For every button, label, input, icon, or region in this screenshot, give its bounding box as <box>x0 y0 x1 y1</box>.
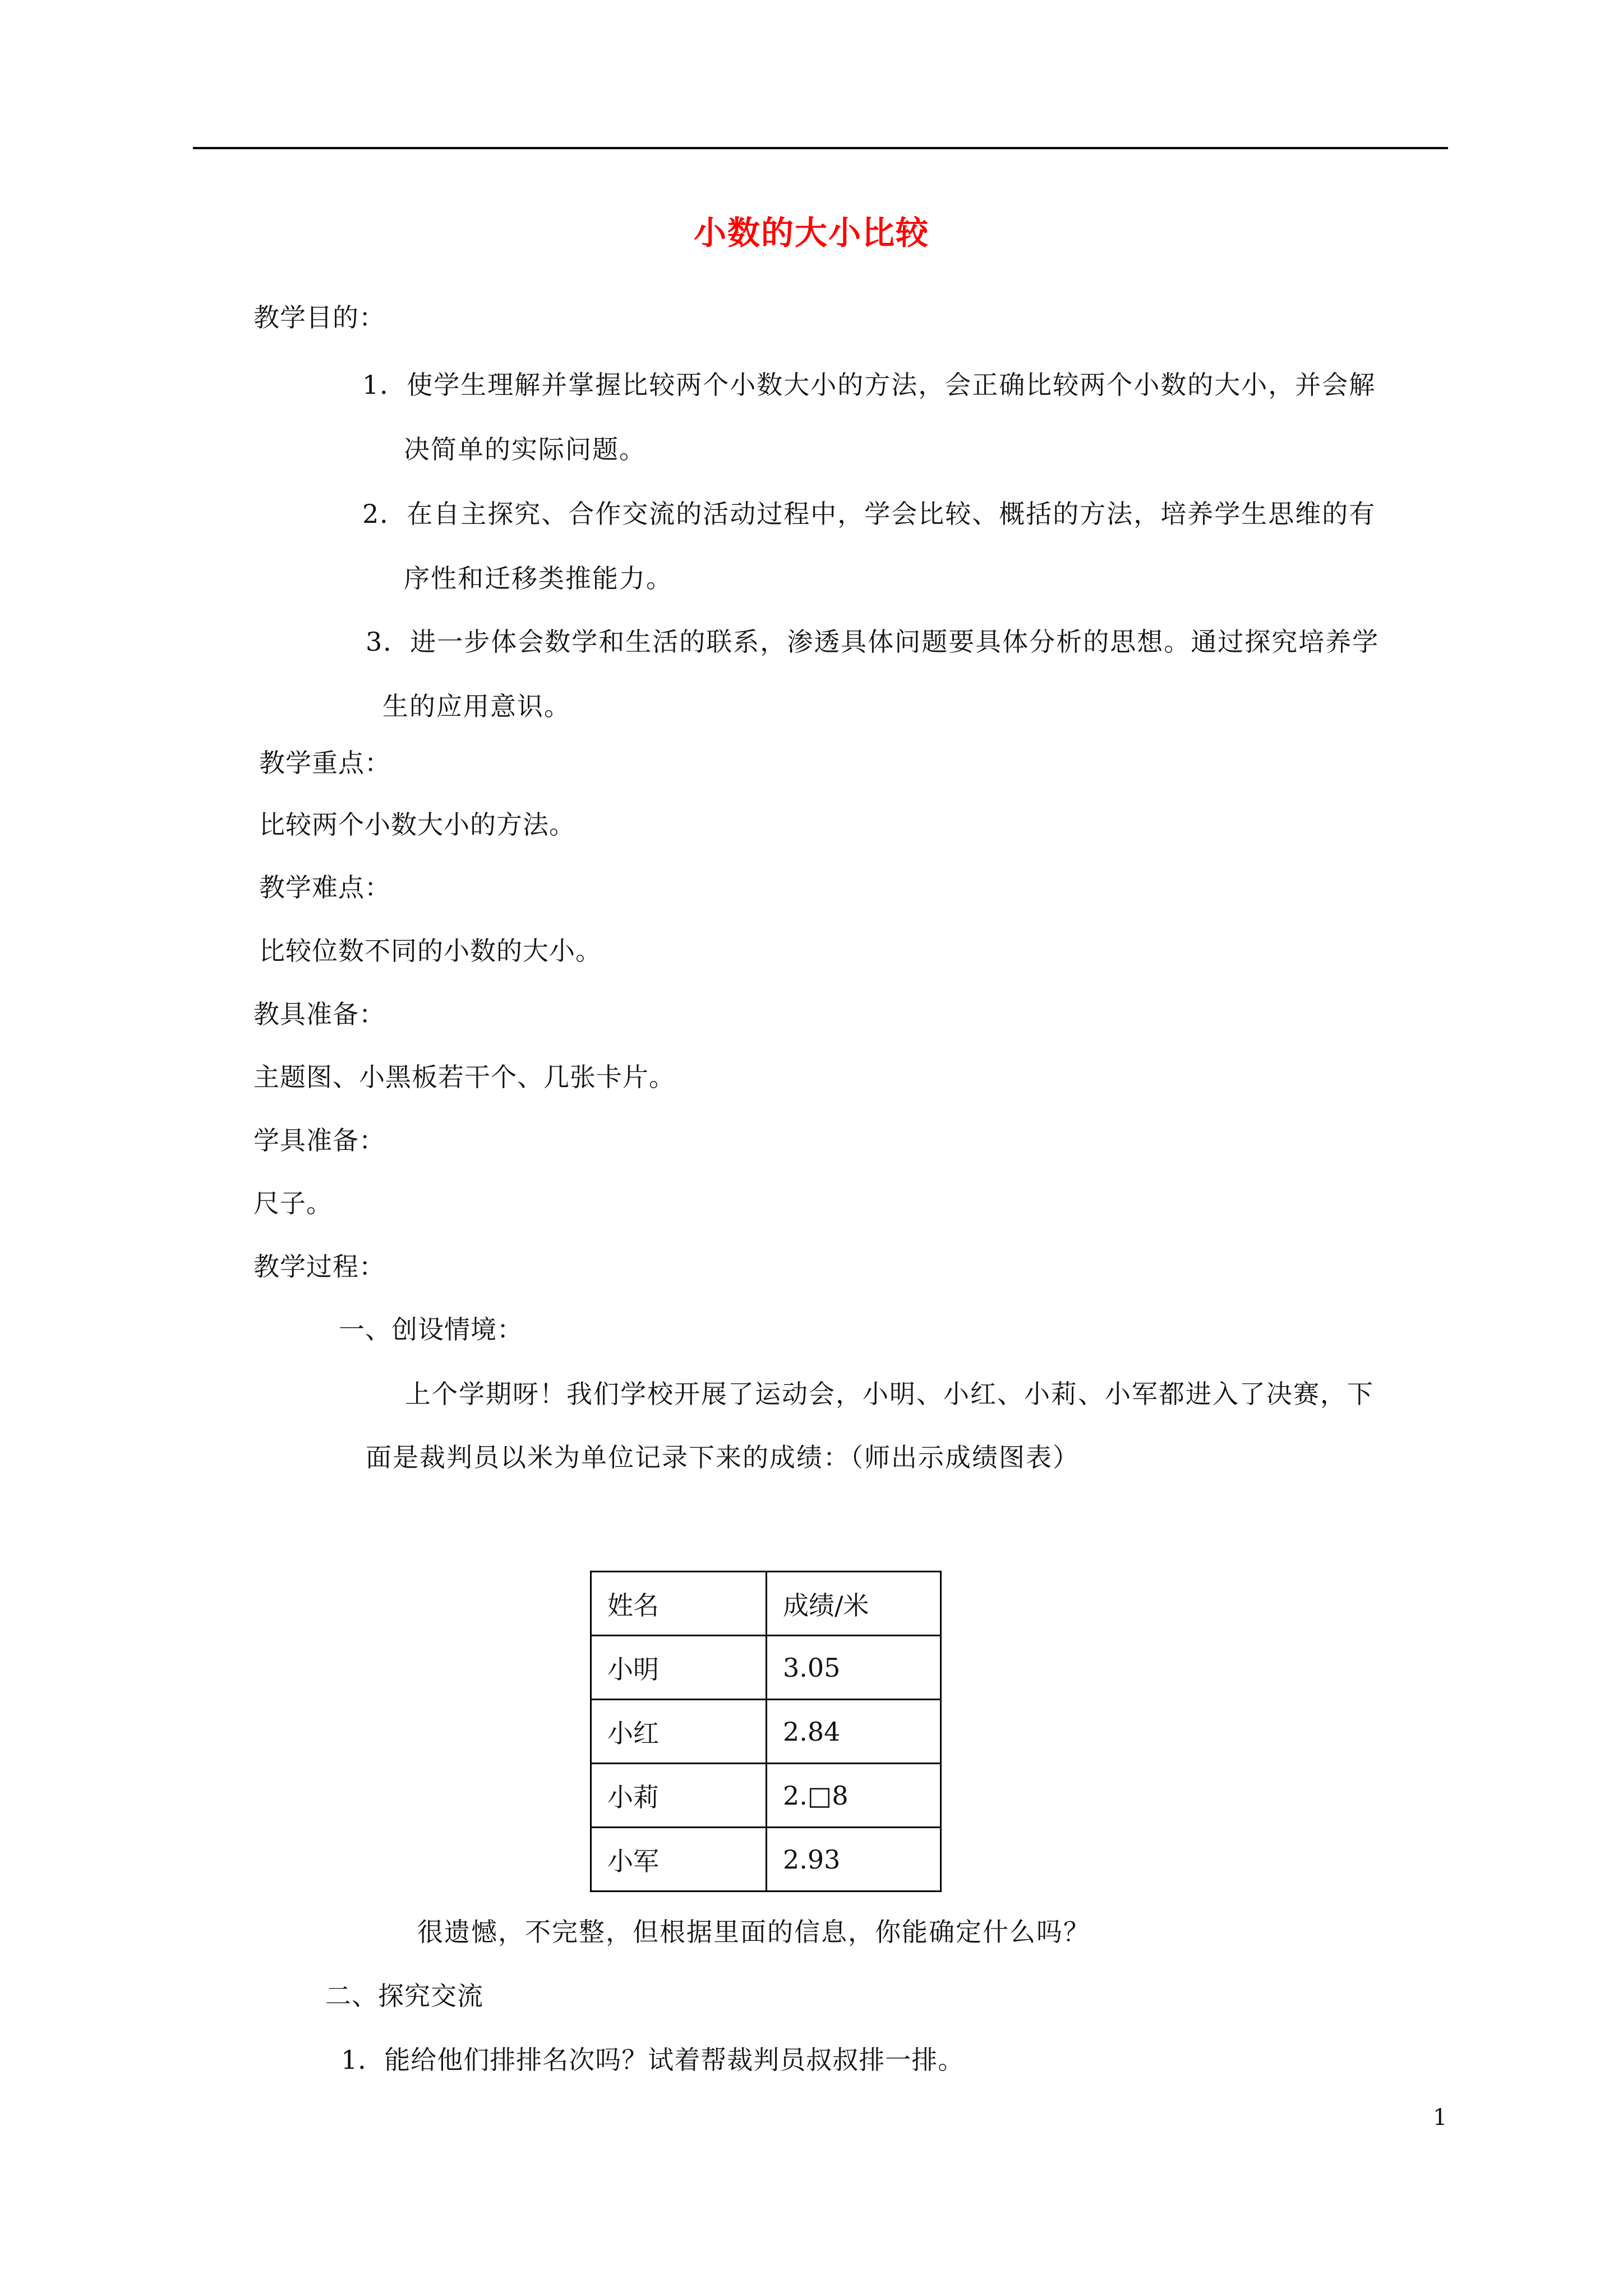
goal-item-number: 2． <box>362 499 407 529</box>
header-rule <box>193 147 1448 149</box>
after-table-text: 很遗憾，不完整，但根据里面的信息，你能确定什么吗？ <box>417 1917 1090 1947</box>
student-materials-text: 尺子。 <box>253 1188 333 1218</box>
table-cell-name: 小莉 <box>591 1764 767 1828</box>
section1-heading: 一、创设情境： <box>339 1314 523 1345</box>
goal-item-text: 进一步体会数学和生活的联系，渗透具体问题要具体分析的思想。通过探究培养学 <box>410 627 1380 657</box>
goals-heading: 教学目的： <box>253 302 385 333</box>
score-table <box>590 1571 942 1892</box>
goal-item-text-cont: 生的应用意识。 <box>382 691 571 721</box>
teacher-materials-text: 主题图、小黑板若干个、几张卡片。 <box>253 1062 675 1092</box>
table-cell-score: 2.□8 <box>767 1764 941 1828</box>
goal-item-number: 3． <box>366 627 411 657</box>
section1-paragraph-line2: 面是裁判员以米为单位记录下来的成绩：（师出示成绩图表） <box>366 1442 1080 1473</box>
goal-item-text: 使学生理解并掌握比较两个小数大小的方法，会正确比较两个小数的大小，并会解 <box>407 370 1376 400</box>
table-cell-score: 3.05 <box>767 1636 941 1700</box>
table-row <box>591 1764 941 1828</box>
page-title: 小数的大小比较 <box>693 214 929 252</box>
section1-paragraph-line1: 上个学期呀！我们学校开展了运动会，小明、小红、小莉、小军都进入了决赛，下 <box>405 1379 1374 1409</box>
student-materials-heading: 学具准备： <box>253 1125 385 1156</box>
key-point-heading: 教学重点： <box>259 748 391 778</box>
key-point-text: 比较两个小数大小的方法。 <box>259 809 575 840</box>
goal-item-text-cont: 决简单的实际问题。 <box>404 434 646 464</box>
goal-item-text-cont: 序性和迁移类推能力。 <box>404 563 673 593</box>
difficulty-heading: 教学难点： <box>259 872 391 903</box>
goal-item-number: 1． <box>362 370 407 400</box>
table-row <box>591 1636 941 1700</box>
teacher-materials-heading: 教具准备： <box>253 999 385 1029</box>
table-row <box>591 1700 941 1764</box>
goal-item-text: 在自主探究、合作交流的活动过程中，学会比较、概括的方法，培养学生思维的有 <box>407 499 1376 529</box>
table-cell-name: 小红 <box>591 1700 767 1764</box>
process-heading: 教学过程： <box>253 1251 385 1282</box>
page-number: 1 <box>1433 2105 1447 2131</box>
difficulty-text: 比较位数不同的小数的大小。 <box>259 936 602 966</box>
table-header-row <box>591 1572 941 1636</box>
table-row <box>591 1828 941 1892</box>
table-cell-score: 2.84 <box>767 1700 941 1764</box>
table-cell-name: 小明 <box>591 1636 767 1700</box>
section2-item-1: 1．能给他们排排名次吗？试着帮裁判员叔叔排一排。 <box>341 2045 965 2075</box>
table-cell-score: 2.93 <box>767 1828 941 1892</box>
section2-heading: 二、探究交流 <box>325 1981 483 2011</box>
table-header-cell: 成绩/米 <box>767 1572 941 1636</box>
table-cell-name: 小军 <box>591 1828 767 1892</box>
table-header-cell: 姓名 <box>591 1572 767 1636</box>
